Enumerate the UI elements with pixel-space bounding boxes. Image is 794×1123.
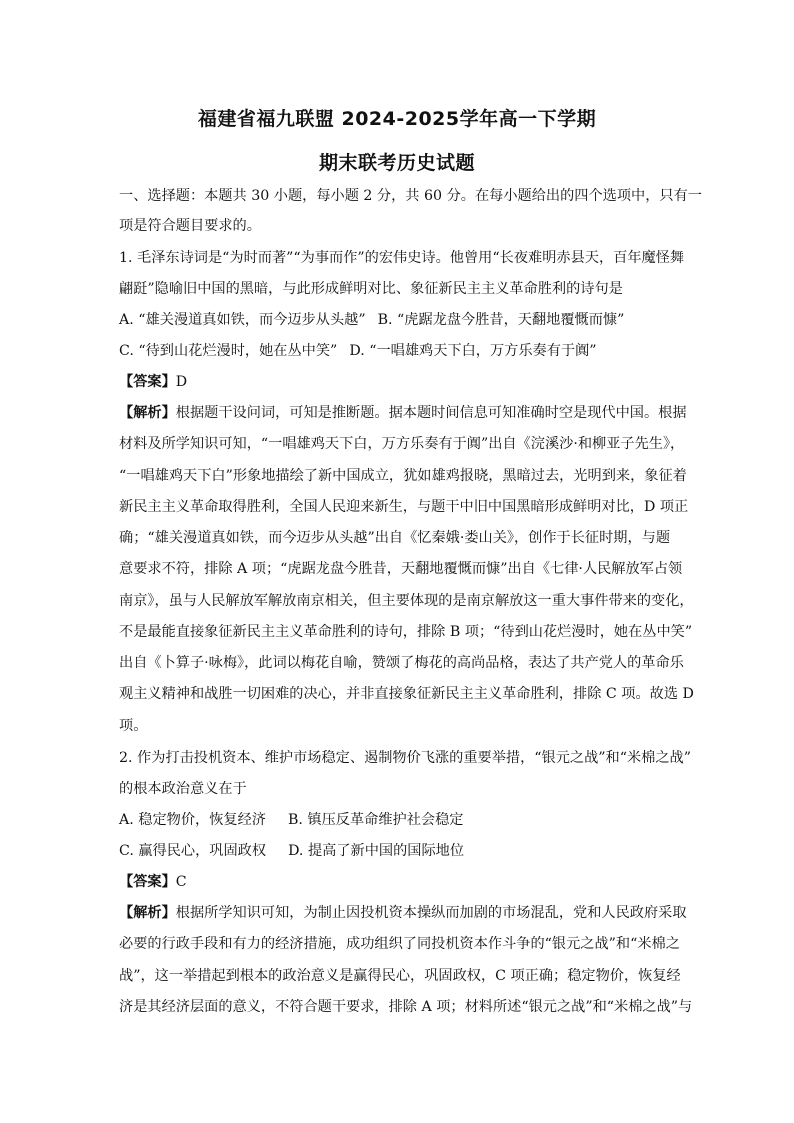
q2-analysis-line: 济是其经济层面的意义，不符合题干要求，排除 A 项；材料所述“银元之战”和“米棉之战”与 xyxy=(119,999,693,1015)
doc-title-line1: 福建省福九联盟 2024-2025学年高一下学期 xyxy=(197,108,597,130)
q1-analysis-line: 南京》，虽与人民解放军解放南京相关，但主要体现的是南京解放这一重大事件带来的变化， xyxy=(119,593,694,609)
analysis-label: 【解析】 xyxy=(119,905,176,921)
q2-stem-line: 的根本政治意义在于 xyxy=(119,781,247,797)
q1-option-b: B. “虎踞龙盘今胜昔，天翻地覆慨而慷” xyxy=(377,312,625,328)
section-intro-line: 一、选择题：本题共 30 小题，每小题 2 分，共 60 分。在每小题给出的四个选项中，只有一 xyxy=(119,188,702,204)
doc-title-line2: 期末联考历史试题 xyxy=(318,152,475,174)
answer-label: 【答案】 xyxy=(119,374,176,390)
q1-analysis-line xyxy=(119,403,687,423)
q2-answer xyxy=(119,872,679,892)
q1-analysis-line: 新民主主义革命取得胜利，全国人民迎来新生，与题干中旧中国黑暗形成鲜明对比，D 项正 xyxy=(119,499,689,515)
q1-analysis-line: 确；“雄关漫道真如铁，而今迈步从头越”出自《忆秦娥·娄山关》，创作于长征时期，与题 xyxy=(119,530,671,546)
analysis-label: 【解析】 xyxy=(119,405,176,421)
analysis-text: 根据所学知识可知，为制止因投机资本操纵而加剧的市场混乱，党和人民政府采取 xyxy=(175,905,687,921)
q1-option-c: C. “待到山花烂漫时，她在丛中笑” xyxy=(119,343,338,359)
q1-analysis-line: 项。 xyxy=(119,718,148,734)
q1-stem-line: 翩跹”隐喻旧中国的黑暗，与此形成鲜明对比、象征新民主主义革命胜利的诗句是 xyxy=(119,281,623,297)
q1-options-row xyxy=(119,310,679,330)
q2-option-b: B. 镇压反革命维护社会稳定 xyxy=(287,812,464,828)
q1-analysis-line: 不是最能直接象征新民主主义革命胜利的诗句，排除 B 项；“待到山花烂漫时，她在丛中笑” xyxy=(119,624,693,640)
q2-analysis-line: 战”，这一举措起到根本的政治意义是赢得民心，巩固政权，C 项正确；稳定物价，恢复经 xyxy=(119,968,681,984)
q2-options-row xyxy=(119,841,679,861)
q1-analysis-line: 出自《卜算子·咏梅》，此词以梅花自喻，赞颂了梅花的高尚品格，表达了共产党人的革命乐 xyxy=(119,655,684,671)
section-intro-line: 项是符合题目要求的。 xyxy=(119,218,261,234)
q1-answer xyxy=(119,372,679,392)
answer-value: D xyxy=(175,374,188,390)
analysis-text: 根据题干设问词，可知是推断题。据本题时间信息可知准确时空是现代中国。根据 xyxy=(175,405,687,421)
q2-option-c: C. 赢得民心，巩固政权 xyxy=(119,843,267,859)
q2-options-row xyxy=(119,810,679,830)
q1-analysis-line: 观主义精神和战胜一切困难的决心，并非直接象征新民主主义革命胜利，排除 C 项。故选 D xyxy=(119,686,694,702)
q2-analysis-line: 必要的行政手段和有力的经济措施，成功组织了同投机资本作斗争的“银元之战”和“米棉之 xyxy=(119,936,680,952)
answer-label: 【答案】 xyxy=(119,874,176,890)
q2-option-d: D. 提高了新中国的国际地位 xyxy=(288,843,465,859)
q1-analysis-line: 意要求不符，排除 A 项；“虎踞龙盘今胜昔，天翻地覆慨而慷”出自《七律·人民解放军占领 xyxy=(119,561,683,577)
q1-analysis-line: “一唱雄鸡天下白”形象地描绘了新中国成立，犹如雄鸡报晓，黑暗过去，光明到来，象征着 xyxy=(119,468,687,484)
q1-option-a: A. “雄关漫道真如铁，而今迈步从头越” xyxy=(119,312,366,328)
q1-analysis-line: 材料及所学知识可知，“一唱雄鸡天下白，万方乐奏有于阗”出自《浣溪沙·和柳亚子先生》， xyxy=(119,436,685,452)
q2-stem-line: 2. 作为打击投机资本、维护市场稳定、遏制物价飞涨的重要举措，“银元之战”和“米棉之战” xyxy=(119,750,691,766)
q2-option-a: A. 稳定物价，恢复经济 xyxy=(119,812,266,828)
q2-analysis-line xyxy=(119,903,687,923)
answer-value: C xyxy=(175,874,187,890)
q1-option-d: D. “一唱雄鸡天下白，万方乐奏有于阗” xyxy=(349,343,597,359)
q1-options-row xyxy=(119,341,679,361)
q1-stem-line: 1. 毛泽东诗词是“为时而著”“为事而作”的宏伟史诗。他曾用“长夜难明赤县天，百年魔怪舞 xyxy=(119,250,685,266)
